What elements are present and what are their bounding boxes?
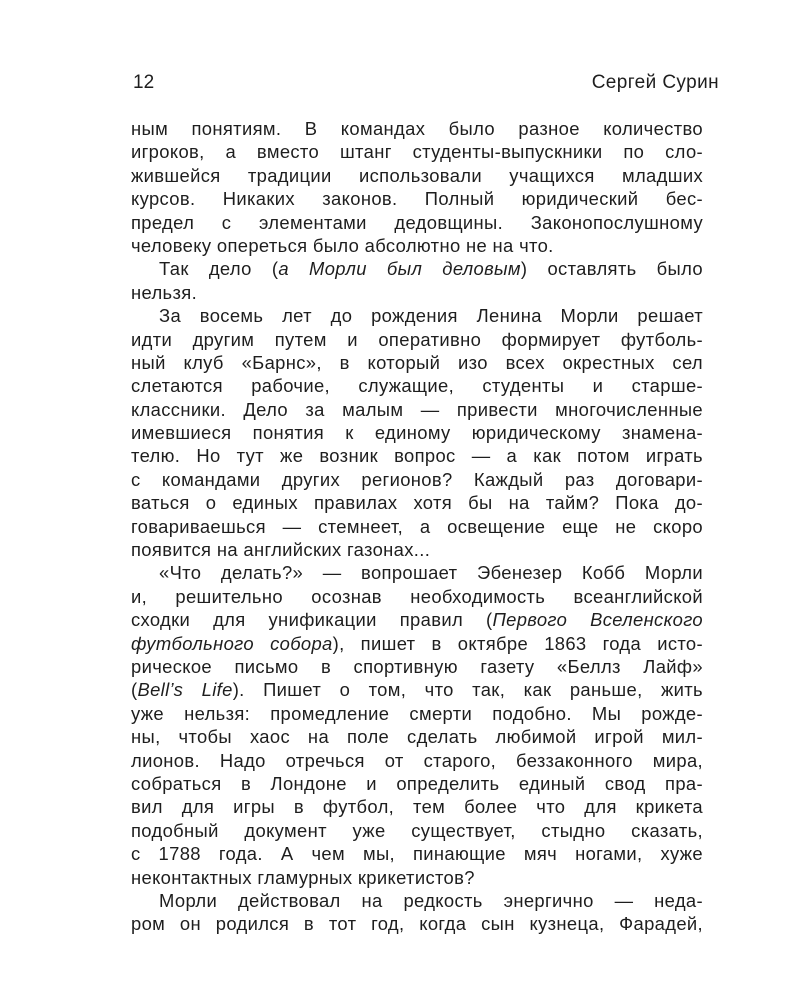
page-header — [133, 70, 719, 96]
text-line: футбольного собора), пишет в октябре 1863 года исто- — [131, 632, 703, 654]
italic-phrase: Первого Вселенского — [492, 609, 703, 631]
page-number: 12 — [133, 72, 155, 93]
text-line: появится на английских газонах... — [131, 539, 431, 561]
body-text — [131, 117, 703, 936]
text-line: курсов. Никаких законов. Полный юридический бес- — [131, 188, 703, 210]
text-line: имевшиеся понятия к единому юридическому знамена- — [131, 422, 703, 444]
text-line: сходки для унификации правил (Первого Вселенского — [131, 609, 703, 631]
paragraph — [131, 304, 703, 561]
italic-phrase: а Морли был деловым — [278, 258, 521, 280]
text-line: нельзя. — [131, 281, 198, 303]
paragraph — [131, 889, 703, 936]
running-head: Сергей Сурин — [591, 72, 719, 93]
text-line: человеку опереться было абсолютно не на что. — [131, 234, 554, 256]
text-line: жившейся традиции использовали учащихся младших — [131, 164, 703, 186]
text-line: классники. Дело за малым — привести многочисленные — [131, 398, 703, 420]
text-line: ным понятиям. В командах было разное количество — [131, 118, 703, 139]
text-line: ром он родился в тот год, когда сын кузнеца, Фарадей, — [131, 913, 703, 935]
paragraph — [131, 117, 703, 257]
text-line: предел с элементами дедовщины. Законопослушному — [131, 211, 703, 233]
text-line: говариваешься — стемнеет, а освещение еще не скоро — [131, 515, 703, 537]
text-line: «Что делать?» — вопрошает Эбенезер Кобб Морли — [159, 562, 703, 584]
text-line: слетаются рабочие, служащие, студенты и старше- — [131, 375, 703, 397]
text-line: ный клуб «Барнс», в который изо всех окрестных сел — [131, 351, 703, 373]
italic-phrase: Bell’s Life — [137, 679, 233, 701]
text-line: рическое письмо в спортивную газету «Беллз Лайф» — [131, 655, 703, 677]
text-line: собраться в Лондоне и определить единый свод пра- — [131, 772, 703, 794]
italic-phrase: футбольного собора — [131, 632, 333, 654]
text-line: идти другим путем и оперативно формирует футболь- — [131, 328, 703, 350]
text-line: лионов. Надо отречься от старого, беззаконного мира, — [131, 749, 703, 771]
paragraph — [131, 561, 703, 888]
text-line: ваться о единых правилах хотя бы на тайм? Пока до- — [131, 492, 703, 514]
text-line: неконтактных гламурных крикетистов? — [131, 866, 475, 888]
text-line: с 1788 года. А чем мы, пинающие мяч ногами, хуже — [131, 843, 703, 865]
text-line: Морли действовал на редкость энергично — неда- — [159, 889, 703, 911]
text-line: уже нельзя: промедление смерти подобно. Мы рожде- — [131, 702, 703, 724]
text-line: телю. Но тут же возник вопрос — а как потом играть — [131, 445, 703, 467]
text-line: и, решительно осознав необходимость всеанглийской — [131, 585, 703, 607]
text-line: (Bell’s Life). Пишет о том, что так, как раньше, жить — [131, 679, 703, 701]
text-line: игроков, а вместо штанг студенты-выпускники по сло- — [131, 141, 703, 163]
text-line: с командами других регионов? Каждый раз договари- — [131, 468, 703, 490]
text-line: ны, чтобы хаос на поле сделать любимой игрой мил- — [131, 726, 703, 748]
text-line: За восемь лет до рождения Ленина Морли решает — [159, 305, 703, 327]
text-line: вил для игры в футбол, тем более что для крикета — [131, 796, 703, 818]
text-line: Так дело (а Морли был деловым) оставлять было — [159, 258, 703, 280]
text-line: подобный документ уже существует, стыдно сказать, — [131, 819, 703, 841]
paragraph — [131, 257, 703, 304]
